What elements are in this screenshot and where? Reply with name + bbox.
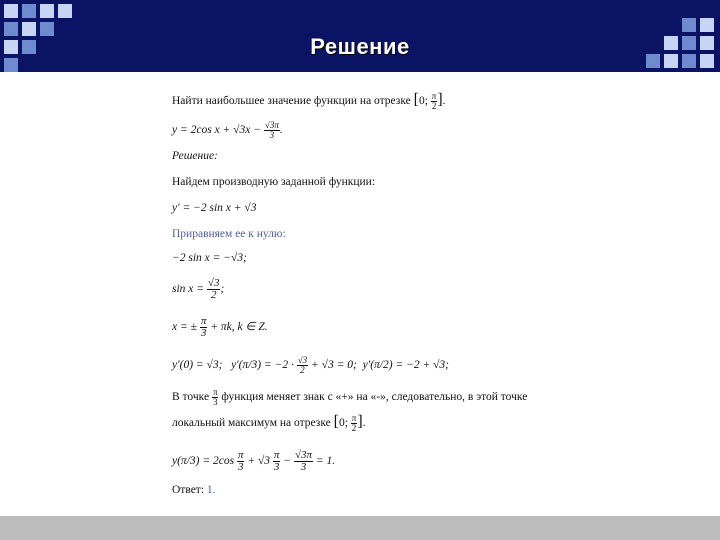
frac-den: 2	[351, 422, 357, 433]
frac-num: √3π	[264, 120, 279, 130]
decor-square	[700, 18, 714, 32]
final-frac-3	[294, 450, 313, 473]
frac-den: 2	[210, 289, 217, 301]
step-derivative-text: Найдем производную заданной функции:	[172, 176, 376, 188]
frac-den: 3	[269, 130, 275, 140]
equation-3	[172, 316, 268, 339]
bracket-close: ]	[357, 413, 363, 430]
problem-text: Найти наибольшее значение функции на отрезке	[172, 95, 411, 107]
check-b-frac	[297, 356, 308, 375]
slide-title: Решение	[310, 34, 410, 59]
final-b: + √3	[247, 455, 271, 468]
final-frac-2	[273, 450, 281, 473]
equation-2	[172, 278, 224, 301]
concl-1a: В точке	[172, 391, 210, 404]
final-frac-1	[237, 450, 245, 473]
eq2-frac	[207, 278, 221, 301]
bracket-open: [	[333, 413, 339, 430]
frac-den: 3	[273, 461, 280, 473]
concl-2: локальный максимум на отрезке	[172, 417, 331, 429]
frac-den: 3	[237, 461, 244, 473]
frac-den: 2	[300, 365, 305, 375]
frac-num: √3π	[294, 449, 312, 461]
frac-num: π	[200, 315, 207, 327]
bracket-open: [	[413, 91, 419, 108]
frac-num: π	[351, 412, 357, 423]
frac-num: π	[237, 449, 244, 461]
eq3-suffix: + πk, k ∈ Z.	[210, 321, 268, 334]
decor-square	[4, 58, 18, 72]
decor-square	[4, 4, 18, 18]
frac-den: 3	[200, 327, 207, 339]
solution-heading: Решение:	[172, 150, 218, 162]
conclusion-line-2: локальный максимум на отрезке [0; $\frac{\pi}{2}$ ].	[172, 412, 366, 433]
footer-bar	[0, 516, 720, 540]
derivative-checks	[172, 356, 449, 375]
bracket-close: ]	[437, 91, 443, 108]
frac-num: √3	[297, 355, 308, 365]
frac-den: 3	[212, 397, 218, 407]
decor-square	[40, 4, 54, 18]
conclusion-line-1	[172, 388, 527, 407]
interval-lo: 0;	[418, 95, 428, 107]
decor-square	[22, 4, 36, 18]
check-b-suffix: + √3 = 0;	[311, 359, 357, 372]
final-a: y(π/3) = 2cos	[172, 455, 235, 468]
eq3-frac	[200, 316, 208, 339]
frac-num: π	[273, 449, 280, 461]
interval-lo: 0;	[338, 417, 348, 429]
answer	[172, 484, 216, 498]
frac-num: π	[431, 90, 437, 101]
decor-square	[58, 4, 72, 18]
decor-square	[682, 18, 696, 32]
answer-value: 1.	[206, 484, 216, 496]
check-a: y′(0) = √3;	[172, 359, 223, 372]
title-bar	[0, 0, 720, 72]
function-frac	[264, 121, 280, 140]
frac-den: 2	[431, 100, 437, 111]
frac-num: √3	[207, 277, 220, 289]
equation-1: −2 sin x = −√3;	[172, 252, 247, 264]
answer-label: Ответ:	[172, 484, 205, 496]
eq3-prefix: x = ±	[172, 321, 197, 334]
final-value	[172, 450, 335, 473]
frac-den: 3	[300, 461, 307, 473]
check-b-prefix: y′(π/3) = −2 ·	[231, 359, 294, 372]
frac-num: π	[212, 387, 218, 397]
problem-statement: Найти наибольшее значение функции на отрезке [0; $\frac{\pi}{2}$ ].	[172, 90, 446, 111]
step-zero-text: Приравняем ее к нулю:	[172, 228, 286, 240]
final-d: = 1.	[315, 455, 336, 468]
concl-1b: функция меняет знак с «+» на «-», следовательно, в этой точке	[221, 391, 528, 404]
concl-frac	[212, 388, 219, 407]
function-prefix: y = 2cos x + √3x −	[172, 124, 261, 137]
derivative-formula: y′ = −2 sin x + √3	[172, 202, 257, 214]
check-c: y′(π/2) = −2 + √3;	[362, 359, 449, 372]
eq2-suffix: ;	[220, 283, 225, 296]
function-def: y = 2cos x + √3x − $\frac{√3\pi}{3}$ .	[172, 120, 283, 140]
eq2-prefix: sin x =	[172, 283, 205, 296]
final-c: −	[283, 455, 292, 468]
